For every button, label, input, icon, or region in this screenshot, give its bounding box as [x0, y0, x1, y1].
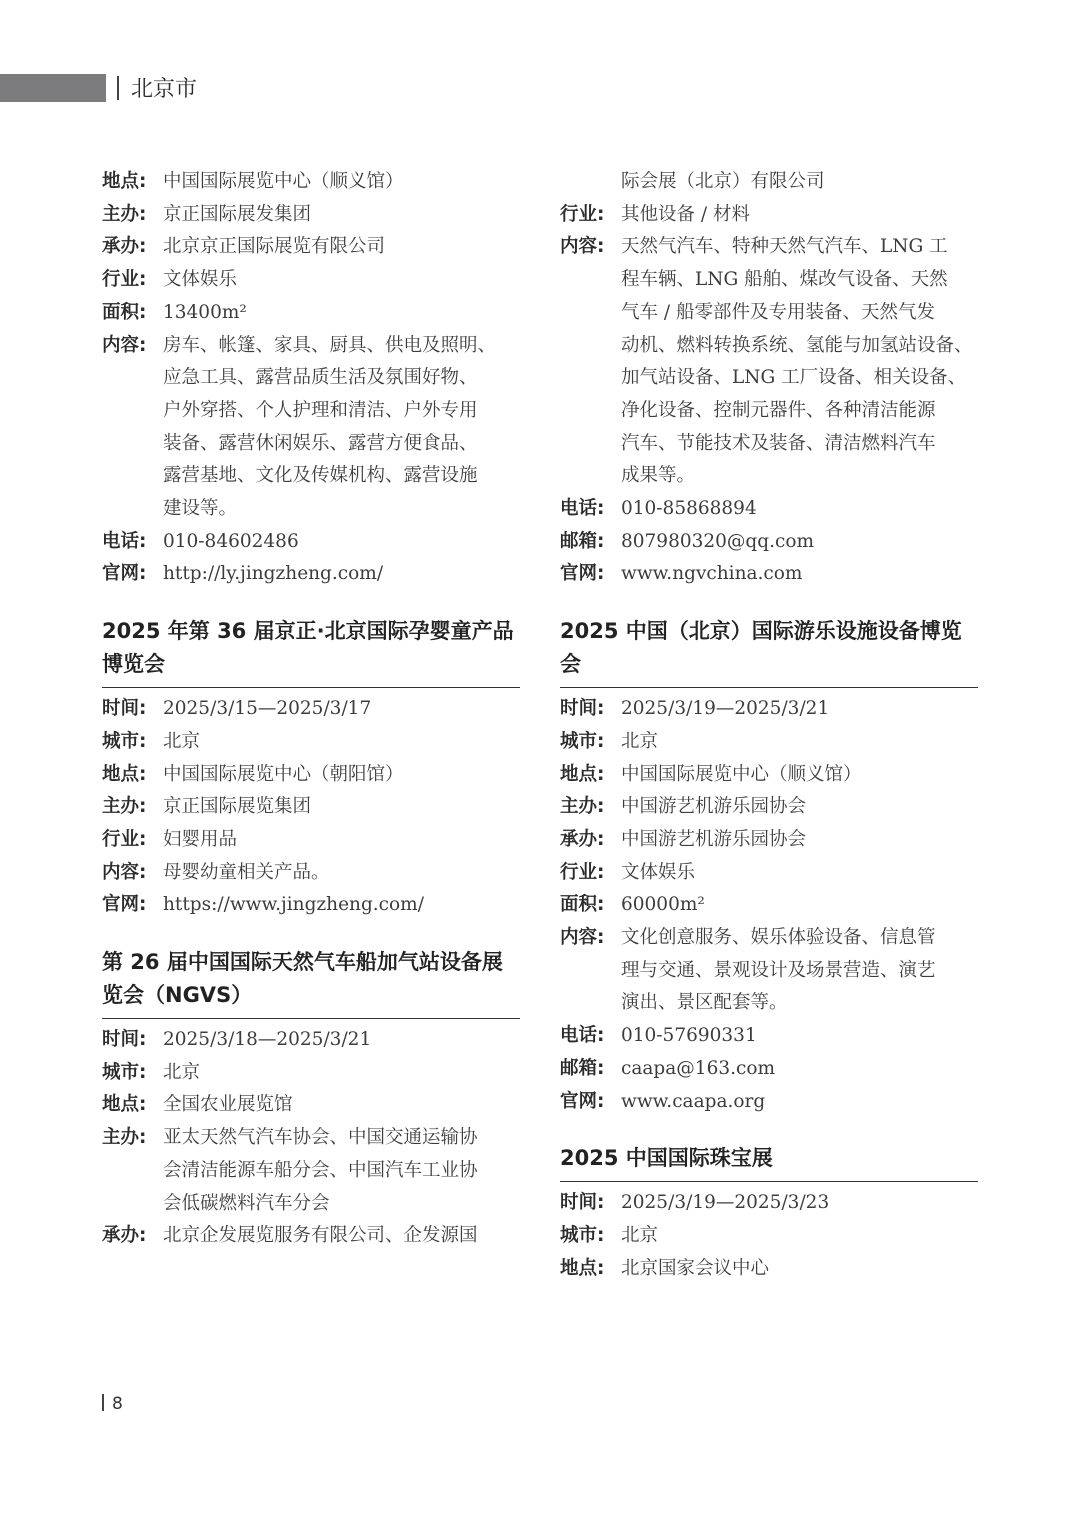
website-value: www.caapa.org: [621, 1090, 766, 1112]
content-row: 内容: 文化创意服务、娱乐体验设备、信息管: [560, 922, 978, 955]
content-row: 内容: 天然气汽车、特种天然气汽车、LNG 工: [560, 231, 978, 264]
content-line: 建设等。: [163, 498, 238, 520]
website-value: https://www.jingzheng.com/: [163, 894, 424, 916]
website-row: 官网: http://ly.jingzheng.com/: [102, 558, 520, 591]
content-line: 文化创意服务、娱乐体验设备、信息管: [621, 927, 936, 949]
content-line: 动机、燃料转换系统、氢能与加氢站设备、: [621, 334, 973, 356]
industry-value: 其他设备 / 材料: [621, 203, 750, 225]
content-line: 程车辆、LNG 船舶、煤改气设备、天然: [621, 269, 948, 291]
industry-row: 行业: 其他设备 / 材料: [560, 199, 978, 232]
content-line: 气车 / 船零部件及专用装备、天然气发: [621, 301, 935, 323]
right-column: [560, 166, 978, 1285]
venue-row: 地点: 中国国际展览中心（顺义馆）: [560, 759, 978, 792]
area-value: 60000m²: [621, 894, 705, 916]
page-number-value: 8: [112, 1394, 123, 1414]
industry-value: 文体娱乐: [621, 861, 696, 883]
phone-value: 010-57690331: [621, 1025, 757, 1047]
venue-row: 地点: 全国农业展览馆: [102, 1089, 520, 1122]
time-row: 时间: 2025/3/19—2025/3/21: [560, 693, 978, 726]
city-value: 北京: [621, 1224, 659, 1246]
phone-row: 电话: 010-57690331: [560, 1020, 978, 1053]
content-line: 净化设备、控制元器件、各种清洁能源: [621, 399, 936, 421]
venue-row: 地点: 中国国际展览中心（朝阳馆）: [102, 759, 520, 792]
content-line: 房车、帐篷、家具、厨具、供电及照明、: [163, 334, 497, 356]
page-number: [102, 1394, 123, 1414]
content-row: 内容: 房车、帐篷、家具、厨具、供电及照明、: [102, 330, 520, 363]
area-value: 13400m²: [163, 301, 247, 323]
content-line: 露营基地、文化及传媒机构、露营设施: [163, 465, 478, 487]
city-row: 城市: 北京: [102, 1057, 520, 1090]
host-line: 会低碳燃料汽车分会: [163, 1192, 330, 1214]
exhibition-entry-ngvs-continued: [560, 166, 978, 591]
content-value: 母婴幼童相关产品。: [163, 861, 330, 883]
exhibition-entry-jewelry: [560, 1142, 978, 1285]
organizer-value: 中国游艺机游乐园协会: [621, 828, 807, 850]
content-line: 应急工具、露营品质生活及氛围好物、: [163, 367, 478, 389]
time-row: 时间: 2025/3/18—2025/3/21: [102, 1024, 520, 1057]
website-value: www.ngvchina.com: [621, 563, 803, 585]
time-value: 2025/3/19—2025/3/21: [621, 698, 830, 720]
exhibition-entry-maternity: [102, 615, 520, 922]
phone-value: 010-84602486: [163, 530, 299, 552]
venue-value: 全国农业展览馆: [163, 1094, 293, 1116]
area-row: 面积: 13400m²: [102, 297, 520, 330]
organizer-row: 承办: 北京京正国际展览有限公司: [102, 231, 520, 264]
exhibition-title: 第 26 届中国国际天然气车船加气站设备展览会（NGVS）: [102, 946, 520, 1019]
header-accent-bar: [0, 74, 106, 102]
content-line: 成果等。: [621, 465, 696, 487]
content-line: 理与交通、景观设计及场景营造、演艺: [621, 959, 936, 981]
content-row: 内容: 母婴幼童相关产品。: [102, 857, 520, 890]
venue-value: 中国国际展览中心（顺义馆）: [163, 171, 404, 192]
organizer-line: 北京企发展览服务有限公司、企发源国: [163, 1225, 478, 1247]
host-value: 中国游艺机游乐园协会: [621, 796, 807, 818]
phone-value: 010-85868894: [621, 498, 757, 520]
venue-row: 地点: 中国国际展览中心（顺义馆）: [102, 166, 520, 199]
host-row: 主办: 京正国际展发集团: [102, 199, 520, 232]
city-value: 北京: [163, 730, 201, 752]
city-row: 城市: 北京: [560, 1220, 978, 1253]
website-value: http://ly.jingzheng.com/: [163, 563, 384, 585]
content-line: 加气站设备、LNG 工厂设备、相关设备、: [621, 367, 967, 389]
left-column: [102, 166, 520, 1253]
host-row: 主办: 中国游艺机游乐园协会: [560, 791, 978, 824]
exhibition-title: 2025 年第 36 届京正·北京国际孕婴童产品博览会: [102, 615, 520, 688]
time-row: 时间: 2025/3/15—2025/3/17: [102, 693, 520, 726]
host-line: 会清洁能源车船分会、中国汽车工业协: [163, 1159, 478, 1181]
host-value: 京正国际展发集团: [163, 203, 312, 225]
organizer-line: 际会展（北京）有限公司: [621, 171, 825, 192]
city-value: 北京: [621, 730, 659, 752]
content-line: 装备、露营休闲娱乐、露营方便食品、: [163, 432, 478, 454]
venue-value: 中国国际展览中心（朝阳馆）: [163, 763, 404, 785]
page-number-separator: [102, 1394, 104, 1411]
email-row: 邮箱: 807980320@qq.com: [560, 526, 978, 559]
venue-row: 地点: 北京国家会议中心: [560, 1253, 978, 1286]
time-row: 时间: 2025/3/19—2025/3/23: [560, 1187, 978, 1220]
area-row: 面积: 60000m²: [560, 889, 978, 922]
phone-row: 电话: 010-84602486: [102, 526, 520, 559]
city-value: 北京: [163, 1061, 201, 1083]
email-row: 邮箱: caapa@163.com: [560, 1053, 978, 1086]
industry-row: 行业: 文体娱乐: [102, 264, 520, 297]
content-line: 户外穿搭、个人护理和清洁、户外专用: [163, 399, 478, 421]
host-row: 主办: 京正国际展览集团: [102, 791, 520, 824]
exhibition-title: 2025 中国（北京）国际游乐设施设备博览会: [560, 615, 978, 688]
host-row: 主办: 亚太天然气汽车协会、中国交通运输协: [102, 1122, 520, 1155]
venue-value: 中国国际展览中心（顺义馆）: [621, 763, 862, 785]
content-line: 天然气汽车、特种天然气汽车、LNG 工: [621, 236, 948, 258]
content-line: 汽车、节能技术及装备、清洁燃料汽车: [621, 432, 936, 454]
page-header-title: 北京市: [131, 77, 198, 102]
time-value: 2025/3/18—2025/3/21: [163, 1029, 372, 1051]
exhibition-entry-amusement: [560, 615, 978, 1118]
exhibition-entry-camping: [102, 166, 520, 591]
email-value: 807980320@qq.com: [621, 530, 815, 552]
email-value: caapa@163.com: [621, 1057, 776, 1079]
host-line: 亚太天然气汽车协会、中国交通运输协: [163, 1127, 478, 1149]
time-value: 2025/3/15—2025/3/17: [163, 698, 372, 720]
industry-value: 妇婴用品: [163, 828, 238, 850]
city-row: 城市: 北京: [560, 726, 978, 759]
time-value: 2025/3/19—2025/3/23: [621, 1192, 830, 1214]
phone-row: 电话: 010-85868894: [560, 493, 978, 526]
host-value: 京正国际展览集团: [163, 796, 312, 818]
header-separator: [117, 76, 119, 100]
industry-value: 文体娱乐: [163, 269, 238, 291]
organizer-row: 承办: 北京企发展览服务有限公司、企发源国: [102, 1220, 520, 1253]
website-row: 官网: https://www.jingzheng.com/: [102, 889, 520, 922]
website-row: 官网: www.caapa.org: [560, 1086, 978, 1119]
exhibition-entry-ngvs: [102, 946, 520, 1253]
organizer-value: 北京京正国际展览有限公司: [163, 236, 386, 258]
exhibition-title: 2025 中国国际珠宝展: [560, 1142, 978, 1182]
website-row: 官网: www.ngvchina.com: [560, 558, 978, 591]
content-line: 演出、景区配套等。: [621, 992, 788, 1014]
industry-row: 行业: 文体娱乐: [560, 857, 978, 890]
industry-row: 行业: 妇婴用品: [102, 824, 520, 857]
organizer-row: 承办: 中国游艺机游乐园协会: [560, 824, 978, 857]
city-row: 城市: 北京: [102, 726, 520, 759]
venue-value: 北京国家会议中心: [621, 1257, 770, 1279]
